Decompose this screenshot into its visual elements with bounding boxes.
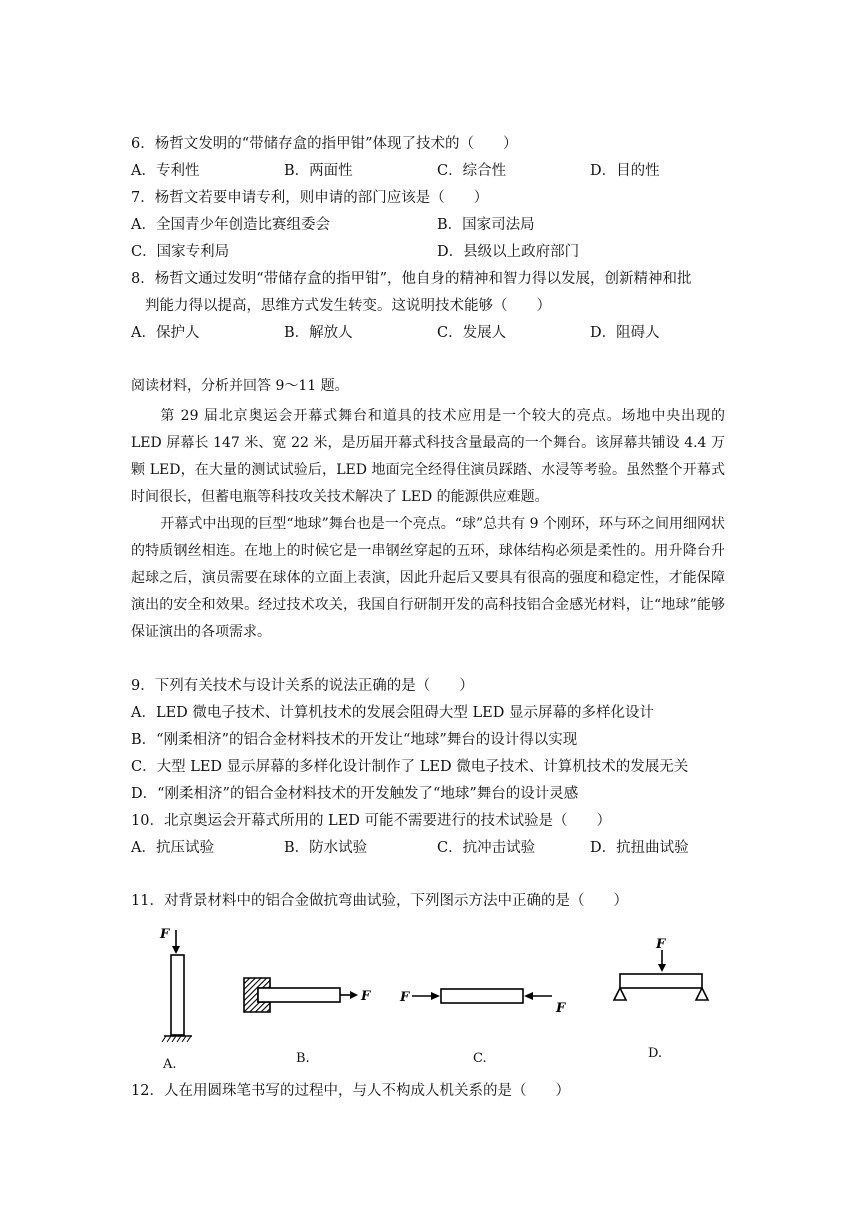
- figure-b-force-label: F: [361, 989, 371, 1004]
- q10-option-c: C．抗冲击试验: [437, 840, 536, 856]
- figure-b-diagram: [240, 970, 380, 1020]
- q8-option-a: A．保护人: [131, 325, 200, 341]
- q8-option-c: C．发展人: [437, 325, 507, 341]
- q10-option-d: D．抗扭曲试验: [590, 840, 689, 856]
- figure-c-force-right-label: F: [556, 1001, 566, 1016]
- q6-option-b: B．两面性: [284, 163, 353, 179]
- q7-stem: 7．杨哲文若要申请专利，则申请的部门应该是（ ）: [131, 190, 489, 206]
- q9-option-b: B．“刚柔相济”的铝合金材料技术的开发让“地球”舞台的设计得以实现: [131, 732, 578, 748]
- q7-option-c: C．国家专利局: [131, 244, 230, 260]
- figure-c-diagram: [398, 982, 573, 1016]
- q11-stem: 11．对背景材料中的铝合金做抗弯曲试验，下列图示方法中正确的是（ ）: [131, 893, 628, 909]
- q12-stem: 12．人在用圆珠笔书写的过程中，与人不构成人机关系的是（ ）: [131, 1083, 570, 1099]
- q6-option-a: A．专利性: [131, 163, 200, 179]
- figure-d-diagram: [610, 934, 715, 1014]
- figure-c-label: C.: [473, 1051, 487, 1066]
- q9-option-c: C．大型 LED 显示屏幕的多样化设计制作了 LED 微电子技术、计算机技术的发展无关: [131, 759, 689, 775]
- q7-option-d: D．县级以上政府部门: [437, 244, 580, 260]
- figure-d-label: D.: [648, 1046, 663, 1061]
- q8-option-d: D．阻碍人: [590, 325, 660, 341]
- q7-option-b: B．国家司法局: [437, 217, 535, 233]
- q6-option-c: C．综合性: [437, 163, 507, 179]
- figure-a-label: A.: [163, 1057, 177, 1072]
- q10-option-a: A．抗压试验: [131, 840, 214, 856]
- q8-option-b: B．解放人: [284, 325, 353, 341]
- q9-option-d: D．“刚柔相济”的铝合金材料技术的开发触发了“地球”舞台的设计灵感: [131, 786, 579, 802]
- q9-option-a: A．LED 微电子技术、计算机技术的发展会阻碍大型 LED 显示屏幕的多样化设计: [131, 705, 654, 721]
- figure-d-force-label: F: [656, 937, 666, 952]
- q7-option-a: A．全国青少年创造比赛组委会: [131, 217, 330, 233]
- q9-stem: 9．下列有关技术与设计关系的说法正确的是（ ）: [131, 678, 474, 694]
- q6-stem: 6．杨哲文发明的“带储存盒的指甲钳”体现了技术的（ ）: [131, 136, 518, 152]
- reading-paragraph-2: 开幕式中出现的巨型“地球”舞台也是一个亮点。“球”总共有 9 个刚环，环与环之间用细网状的特质钢丝相连。在地上的时候它是一串钢丝穿起的五环，球体结构必须是柔性的。用升降台升起球之后，演员需要在球体的立面上表演，因此升起后又要具有很高的强度和稳定性，才能保障演出的安全和效果。经过技术攻关，我国自行研制开发的高科技铝合金感光材料，让“地球”能够保证演出的各项需求。: [131, 516, 725, 640]
- q10-option-b: B．防水试验: [284, 840, 368, 856]
- figure-c-force-left-label: F: [400, 990, 410, 1005]
- figure-b-label: B.: [296, 1051, 310, 1066]
- figure-a-diagram: [150, 926, 200, 1051]
- reading-passage: [131, 403, 725, 646]
- q8-stem-line1: 8．杨哲文通过发明“带储存盒的指甲钳”，他自身的精神和智力得以发展，创新精神和批: [131, 271, 692, 287]
- q6-option-d: D．目的性: [590, 163, 660, 179]
- figure-a-force-label: F: [160, 927, 170, 942]
- q8-stem-line2: 判能力得以提高，思维方式发生转变。这说明技术能够（ ）: [145, 298, 551, 314]
- q10-stem: 10．北京奥运会开幕式所用的 LED 可能不需要进行的技术试验是（ ）: [131, 813, 612, 829]
- reading-paragraph-1: 第 29 届北京奥运会开幕式舞台和道具的技术应用是一个较大的亮点。场地中央出现的 LED 屏幕长 147 米、宽 22 米，是历届开幕式科技含量最高的一个舞台。该屏幕共铺设 4.4 万颗 LED，在大量的测试试验后，LED 地面完全经得住演员踩踏、水浸等考验。虽然整个开幕式时间很长，但蓄电瓶等科技攻关技术解决了 LED 的能源供应难题。: [131, 408, 725, 505]
- reading-intro: 阅读材料，分析并回答 9～11 题。: [131, 378, 349, 394]
